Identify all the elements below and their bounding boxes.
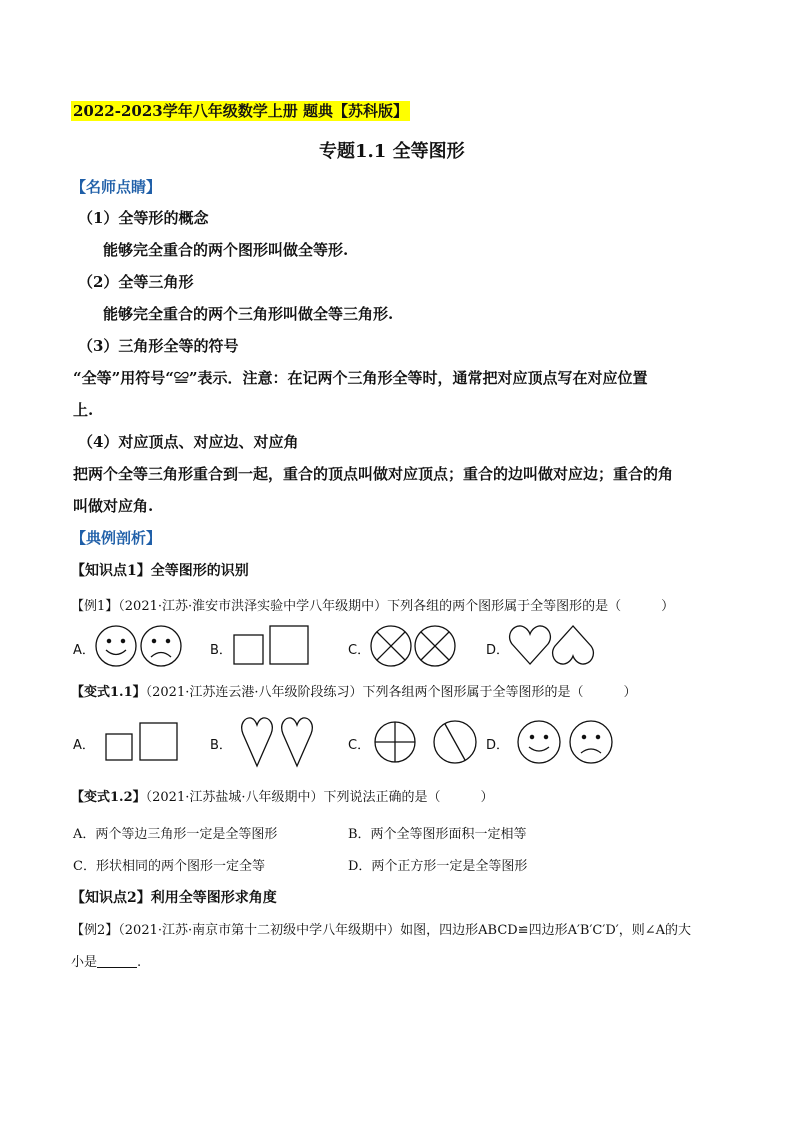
knowledge-point-2: 【知识点2】利用全等图形求角度 [71,890,277,906]
item1-text: 能够完全重合的两个图形叫做全等形. [103,241,349,259]
item4-label: （4）对应顶点、对应边、对应角 [78,433,299,451]
section-heading-examples: 【典例剖析】 [71,529,162,547]
variant-1-2-tag: 【变式1.2】 [71,790,146,805]
example-2-question [71,919,691,938]
item3-text-cont: 上. [73,401,94,419]
var11-figure-d-faces [516,718,616,766]
page-title: 专题1.1 全等图形 [319,141,465,162]
item4-text-cont: 叫做对应角. [73,497,154,515]
var11-option-d[interactable]: D． [486,738,510,753]
var11-option-a[interactable]: A． [73,738,95,753]
example-2-tag: 【例2】 [71,923,119,938]
example-2-question-cont [71,951,141,970]
example-2-text2: 小是 [71,955,98,970]
ex1-figure-a-faces [95,624,185,668]
item1-label: （1）全等形的概念 [78,209,209,227]
example-1-text: （2021·江苏·淮安市洪泽实验中学八年级期中）下列各组的两个图形属于全等图形的是（ [118,599,622,614]
item2-label: （2）全等三角形 [78,273,194,291]
ex1-figure-c-crossed-circles [370,624,458,668]
example-1-question [71,595,674,614]
variant-1-2-question [71,786,494,805]
ex1-option-a[interactable]: A． [73,643,95,658]
ex1-option-c[interactable]: C． [348,643,371,658]
var11-figure-a-squares [104,720,180,762]
var11-figure-b-hearts [240,716,316,768]
variant-1-1-text: （2021·江苏连云港·八年级阶段练习）下列各组两个图形属于全等图形的是（ [145,685,584,700]
ex1-figure-d-hearts [508,622,596,668]
variant-1-1-tag: 【变式1.1】 [71,685,146,700]
item2-text: 能够完全重合的两个三角形叫做全等三角形. [103,305,394,323]
item4-text: 把两个全等三角形重合到一起，重合的顶点叫做对应顶点；重合的边叫做对应边；重合的角 [73,465,674,483]
variant-1-1-question [71,681,637,700]
var11-option-c[interactable]: C． [348,738,371,753]
var11-figure-c-divided-circles [373,718,479,766]
var12-option-c[interactable]: C．形状相同的两个图形一定全等 [73,859,265,874]
section-heading-tips: 【名师点睛】 [71,178,162,196]
variant-1-2-text: （2021·江苏盐城·八年级期中）下列说法正确的是（ [145,790,441,805]
var12-option-b[interactable]: B．两个全等图形面积一定相等 [348,827,527,842]
header-tag: 2022-2023学年八年级数学上册 题典【苏科版】 [73,102,408,120]
ex1-option-b[interactable]: B． [210,643,232,658]
example-2-text: （2021·江苏·南京市第十二初级中学八年级期中）如图，四边形ABCD≌四边形A′B′C′D′，则∠A的大 [118,923,691,938]
example-1-tag: 【例1】 [71,599,119,614]
variant-1-2-close: ） [480,790,494,805]
ex1-figure-b-squares [232,624,312,666]
var11-option-b[interactable]: B． [210,738,232,753]
variant-1-1-close: ） [623,685,637,700]
example-1-close: ） [661,599,675,614]
answer-blank[interactable] [97,955,137,968]
var12-option-d[interactable]: D．两个正方形一定是全等图形 [348,859,528,874]
knowledge-point-1: 【知识点1】全等图形的识别 [71,563,249,579]
ex1-option-d[interactable]: D． [486,643,510,658]
item3-label: （3）三角形全等的符号 [78,337,239,355]
example-2-end: . [137,955,142,970]
item3-text: “全等”用符号“≌”表示．注意：在记两个三角形全等时，通常把对应顶点写在对应位置 [73,369,648,387]
var12-option-a[interactable]: A．两个等边三角形一定是全等图形 [73,827,278,842]
